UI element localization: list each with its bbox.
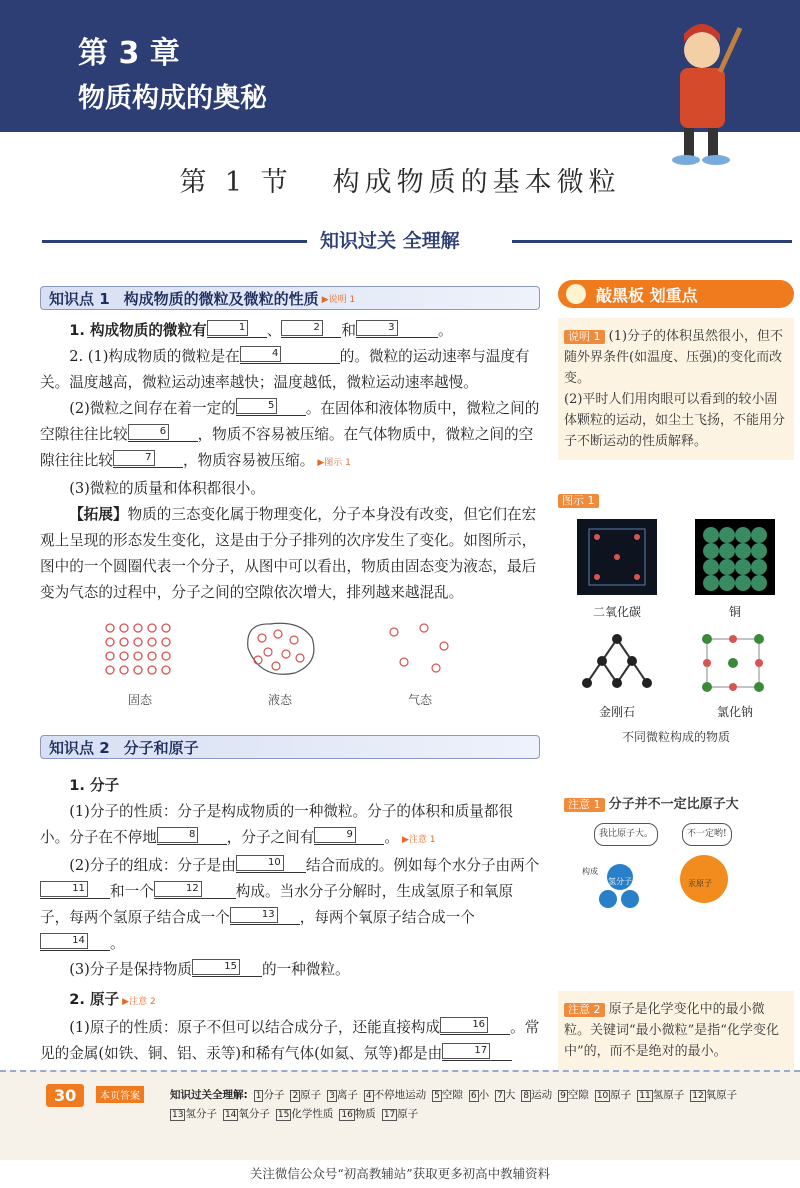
kp1-item3: (2)微粒之间存在着一定的 5 。在固体和液体物质中，微粒之间的空隙往往比较 6 ，物质不容易被压缩。在气体物质中，微粒之间的空隙往往比较 7 ，物质容易被压缩。 ▶图示 1 [40,400,540,469]
blank[interactable]: 2 [281,320,341,338]
chapter-number: 第 3 章 [78,36,180,71]
section-title: 第 1 节 构成物质的基本微粒 [179,167,621,198]
nacl-figure: 氯化钠 [695,631,775,723]
answer-item: 2 原子 [292,1089,322,1101]
kp2-item2: (2)分子的组成：分子是由 10 结合而成的。例如每个水分子由两个 11 和一个 12 构成。当水分子分解时，生成氢原子和氧原子，每两个氢原子结合成一个 13 ，每两个氧原子结合成一个 14 。 [40,857,540,952]
answer-item: 11 氢原子 [639,1089,685,1101]
blank[interactable]: 4 [240,346,340,364]
note-attention-2: 注意 2 原子是化学变化中的最小微粒。关键词“最小微粒”是指“化学变化中”的，而不是绝对的最小。 [558,991,794,1070]
divider [42,240,307,243]
blank[interactable]: 1 [207,320,267,338]
answer-item: 4 不停地运动 [365,1089,427,1101]
co2-crystal-icon [577,519,657,595]
molecule-comparison [564,823,788,919]
speech-bubble-2: 不一定哟! [682,823,732,846]
kp2-item4: (1)原子的性质：原子不但可以结合成分子，还能直接构成 16 。常见的金属(如铁、铜、铝、汞等)和稀有气体(如氦、氖等)都是由 17 [40,1019,540,1062]
chapter-title: 物质构成的奥秘 [78,83,267,114]
solid-lattice-icon [100,618,180,678]
answer-item: 9 空隙 [560,1089,589,1101]
kp1-item1: 1. 构成物质的微粒有 1 、 2 和 3 。 [69,322,453,339]
figure-1: 图示 1 二氧化碳 铜 金刚石 氯化钠 不同微粒构成的物质 [558,490,794,748]
blank[interactable]: 16 [440,1017,510,1035]
nacl-structure-icon [695,631,775,695]
knowledge-bar [42,224,792,254]
blank[interactable]: 11 [40,881,110,899]
answer-item: 8 运动 [523,1089,553,1101]
kp2-item1: (1)分子的性质：分子是构成物质的一种微粒。分子的体积和质量都很小。分子在不停地 8 ，分子之间有 9 。 ▶注意 1 [40,803,514,846]
gas-state: 气态 [380,618,460,713]
answer-item: 14 氧分子 [224,1108,270,1120]
kp2-heading: 知识点 2 分子和原子 [40,735,540,759]
knowledge-bar-title: 知识过关 全理解 [320,230,460,252]
blank[interactable]: 17 [442,1043,512,1061]
molecule-atom-icon [564,839,794,919]
answers [170,1086,770,1124]
main-column [40,286,540,1067]
blank[interactable]: 13 [230,907,300,925]
answer-item: 17 原子 [383,1108,419,1120]
kp2-sub1: 1. 分子 [69,777,120,794]
figure-top-row [558,519,794,623]
answer-item: 3 离子 [329,1089,358,1101]
note-attention-1: 注意 1 分子并不一定比原子大 我比原子大。 不一定哟! 构成 氢分子 汞原子 [558,786,794,927]
kp2-item3: (3)分子是保持物质 15 的一种微粒。 [69,961,350,978]
blank[interactable]: 6 [128,424,198,442]
diamond-structure-icon [577,631,657,695]
answer-item: 16 物质 [341,1108,376,1120]
figure-caption: 不同微粒构成的物质 [621,730,730,744]
liquid-blob-icon [240,618,320,678]
solid-state: 固态 [100,618,180,713]
blank[interactable]: 7 [113,450,183,468]
answer-item: 6 小 [470,1089,490,1101]
kp2-sub2: 2. 原子 ▶注意 2 [69,991,156,1008]
answer-item: 12 氧原子 [692,1089,738,1101]
gas-particles-icon [380,618,460,678]
liquid-state: 液态 [240,618,320,713]
face-icon [566,284,586,304]
figure-bottom-row [558,631,794,723]
answer-item: 15 化学性质 [277,1108,334,1120]
kp1-heading: 知识点 1 构成物质的微粒及微粒的性质 ▶说明 1 [40,286,540,310]
blank[interactable]: 12 [154,881,236,899]
kp1-item2: 2. (1)构成物质的微粒是在 4 的。微粒的运动速率与温度有关。温度越高，微粒运动速率越快；温度越低，微粒运动速率越慢。 [40,348,530,391]
sidebar-header: 敲黑板 划重点 [558,280,794,308]
answer-label: 本页答案 [96,1086,144,1103]
blank[interactable]: 8 [157,827,227,845]
answer-item: 10 原子 [596,1089,632,1101]
blank[interactable]: 3 [356,320,438,338]
answer-item: 1 分子 [255,1089,285,1101]
kp1-extension: 【拓展】物质的三态变化属于物理变化，分子本身没有改变，但它们在宏观上呈现的形态发生变化，这是由于分子排列的次序发生了变化。如图所示，图中的一个圆圈代表一个分子，从图中可以看出，物质由固态变为液态，最后变为气态的过程中，分子之间的空隙依次增大，排列越来越混乱。 [40,506,537,601]
page-number: 30 [46,1084,84,1107]
blank[interactable]: 15 [192,959,262,977]
sidebar-notes [558,280,794,1070]
speech-bubble-1: 我比原子大。 [594,823,658,846]
girl-illustration [640,8,760,168]
answer-item: 5 空隙 [434,1089,463,1101]
blank[interactable]: 10 [236,855,306,873]
note-explain-1: 说明 1 (1)分子的体积虽然很小，但不随外界条件(如温度、压强)的变化而改变。 (2)平时人们用肉眼可以看到的较小固体颗粒的运动，如尘土飞扬，不能用分子不断运动的性质解释。 [558,318,794,460]
chapter-header [0,0,800,132]
blank[interactable]: 14 [40,933,110,951]
blank[interactable]: 5 [236,398,306,416]
blank[interactable]: 9 [314,827,384,845]
constitute-label: 构成 [582,867,598,876]
kp1-item4: (3)微粒的质量和体积都很小。 [69,480,265,497]
states-figure [100,618,460,713]
diamond-figure: 金刚石 [577,631,657,723]
co2-figure: 二氧化碳 [577,519,657,623]
mercury-atom-label: 汞原子 [688,879,712,888]
hydrogen-molecule-label: 氢分子 [608,877,632,886]
divider [512,240,792,243]
answer-item: 7 大 [497,1089,516,1101]
answer-item: 13 氢分子 [172,1108,217,1120]
bottom-note: 关注微信公众号“初高教辅站”获取更多初高中教辅资料 [249,1166,551,1181]
copper-crystal-icon [695,519,775,595]
copper-figure: 铜 [695,519,775,623]
answer-title: 知识过关全理解: [170,1089,248,1101]
answer-footer [0,1070,800,1160]
